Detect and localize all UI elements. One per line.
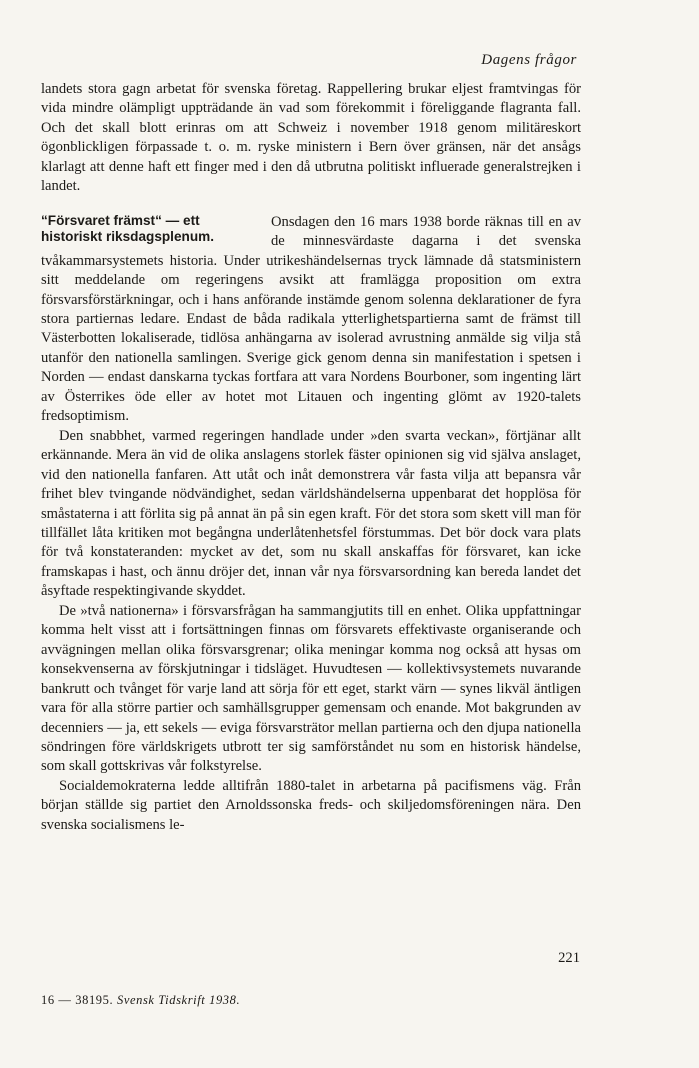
section-sidehead: “Försvaret främst“ — ett historiskt riksdagsplenum. [41, 212, 214, 245]
paragraph-continuation: landets stora gagn arbetat för svenska företag. Rappellering brukar eljest framtvingas för vida mindre olämpligt uppträdande än vad som förekommit i föreliggande flagranta fall. Och det skall blott erinras om att Schweiz i november 1918 genom militäreskort ögonblickligen förpassade t. o. m. ryske ministern i Bern över gränsen, när det ansågs klarlagt att denne haft ett finger med i den då utbrutna politiskt influerade generalstrejken i landet. [41, 81, 581, 195]
paragraph: Den snabbhet, varmed regeringen handlade under »den svarta veckan», förtjänar allt erkännande. Mera än vid de olika anslagens storlek fäster opinionen sig vid själva anslaget, vid den nationella fanfaren. Att utåt och inåt demonstrera vår fasta vilja att bepansra vår frihet blev tvingande nödvändighet, sedan världshändelserna uppenbarat det hopplösa för småstaterna i att förlita sig på annat än på sin egen kraft. För det stora som skett vill man för tillfället låta kritiken mot begångna underlåtenhetsfel förstummas. Det bör dock vara plats för två konstateranden: mycket av det, som nu skall anskaffas för försvaret, kan icke framskapas i hast, och ännu dröjer det, innan vår nya försvarsordning kan bereda landet det åsyftade respektingivande skyddet. [41, 427, 581, 600]
paragraph: De »två nationerna» i försvarsfrågan ha sammangjutits till en enhet. Olika uppfattningar komma helt visst att i fortsättningen finnas om försvarets effektivaste organiserande och avvägningen mellan olika försvarsgrenar; olika meningar komma nog också att hysas om konsekvenserna av förskjutningar i tidsläget. Huvudtesen — kollektivsystemets nuvarande bankrutt och tvånget för varje land att sörja för ett eget, starkt värn — synes likväl äntligen vara för alla större partier och samhällsgrupper gemensam och enande. Mot bakgrunden av decenniers — ja, ett sekels — eviga försvarsträtor mellan partierna och den djupa nationella söndringen före världskrigets utbrott ter sig samförståndet nu som en historisk händelse, som skall gottskrivas vår folkstyrelse. [41, 602, 581, 775]
signature-number: 16 — 38195. [41, 993, 114, 1007]
paragraph-section-start: Onsdagen den 16 mars 1938 borde räknas till en av de minnesvärdaste dagarna i det svenska tvåkammarsystemets historia. Under utrikeshändelsernas tryck lämnade då statsministern sitt meddelande om regeringens avsikt att framlägga proposition om extra försvarsförstärkningar, och i hans anförande instämde genom solenna deklarationer de fyra stora partiernas ledare. Endast de båda radikala ytterlighetspartierna samt de främst till Västerbotten lokaliserade, tidlösa anhängarna av isolerad avrustning anmälde sig vilja stå utanför den nationella samlingen. Sverige gick genom denna sin manifestation i spetsen i Norden — endast danskarna tyckas fortfara att vara Nordens Bourboner, som ingenting lärt av Österrikes öde eller av hotet mot Litauen och ingenting glömt av 1920-talets fredsoptimism. [41, 213, 581, 425]
paragraph: Socialdemokraterna ledde alltifrån 1880-talet in arbetarna på pacifismens väg. Från början ställde sig partiet den Arnoldssonska freds- och skiljedomsföreningen nära. Den svenska socialismens le- [41, 777, 581, 833]
page-number: 221 [558, 950, 580, 966]
running-head: Dagens frågor [481, 52, 577, 68]
publication-name: Svensk Tidskrift 1938. [116, 993, 241, 1007]
printer-signature [41, 993, 240, 1008]
article-body [41, 80, 581, 835]
